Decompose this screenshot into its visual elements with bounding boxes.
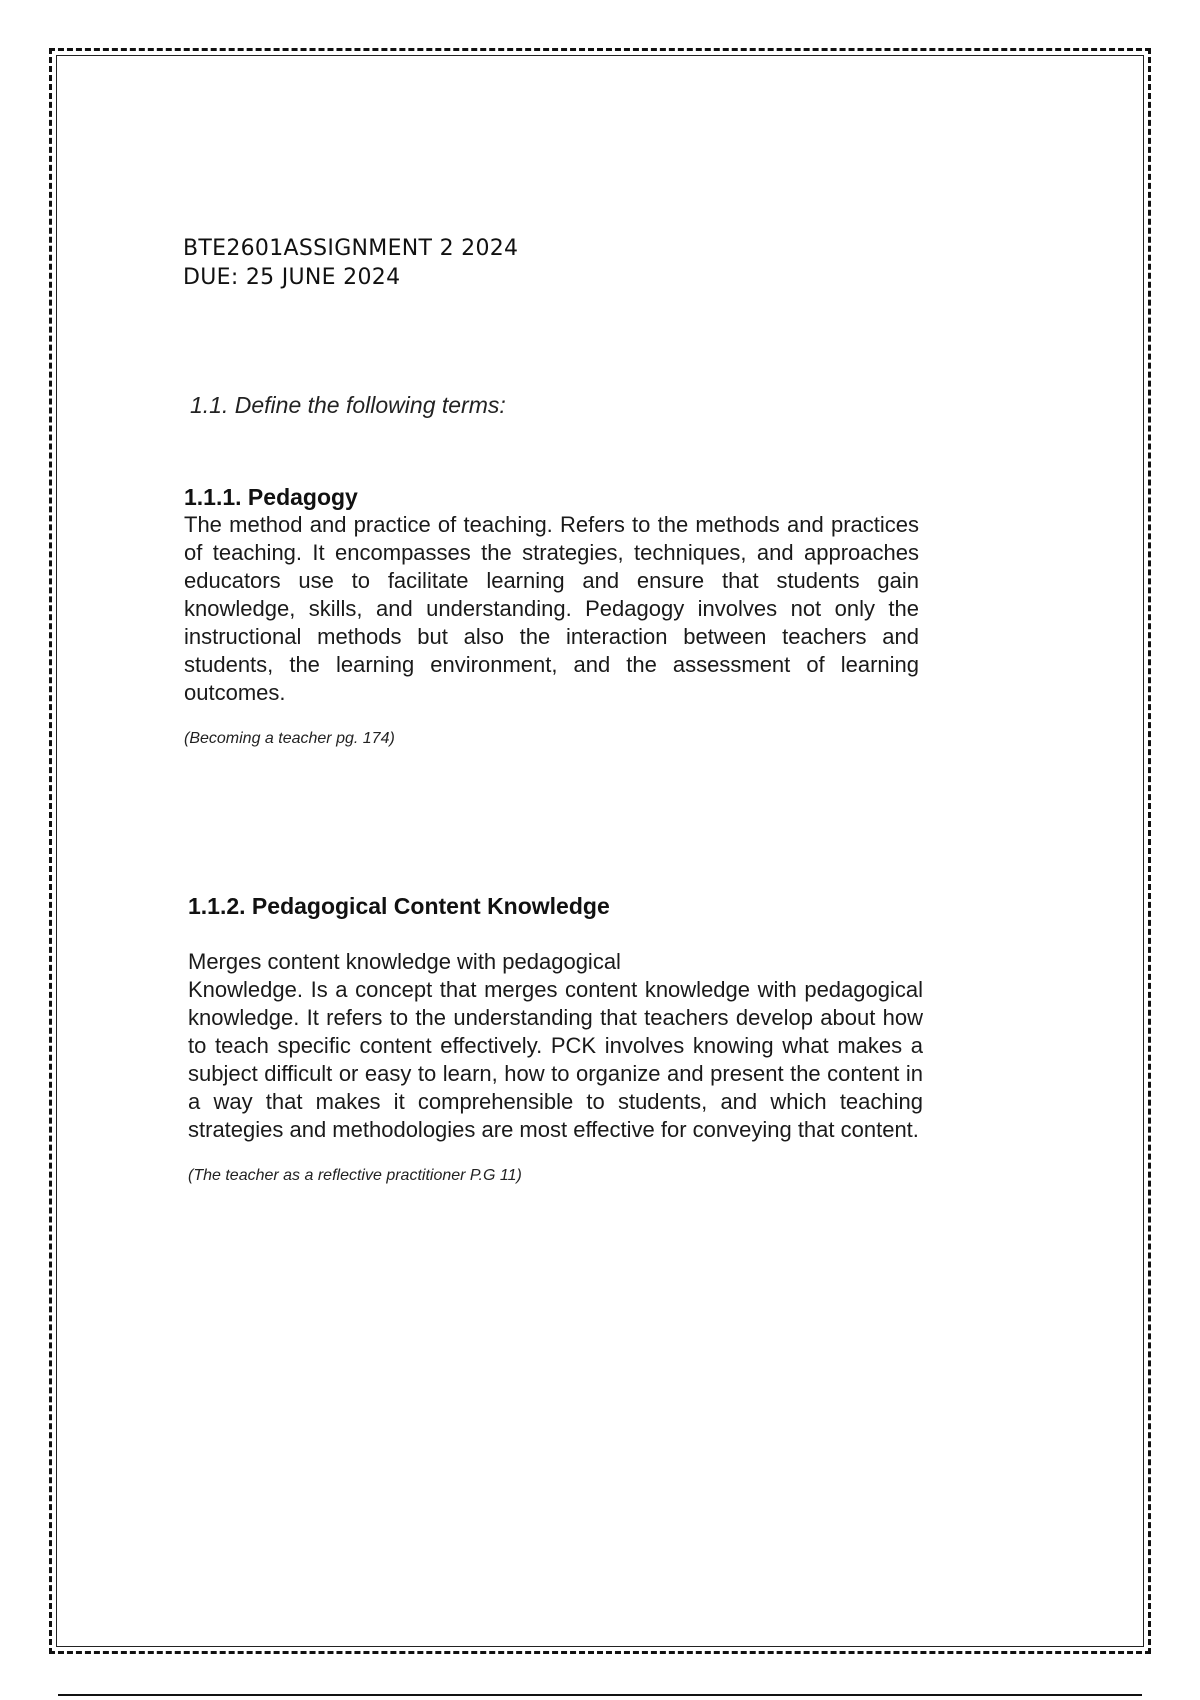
question-instruction: 1.1. Define the following terms: [190,392,506,418]
course-title: BTE2601ASSIGNMENT 2 2024 [183,236,519,261]
definition-text: The method and practice of teaching. Refers to the methods and practices of teaching. It encompasses the strategies, techniques, and approaches educators use to facilitate learning and ensure that students gain knowledge, skills, and understanding. Pedagogy involves not only the instructional methods but also the interaction between teachers and students, the learning environment, and the assessment of learning outcomes. [184,512,919,705]
assignment-header [183,234,518,292]
footer-rule [58,1694,1142,1696]
lead-text: Merges content knowledge with pedagogical [188,949,621,974]
definition-pck [188,892,923,1186]
section-heading: 1.1.2. Pedagogical Content Knowledge [188,893,610,919]
section-heading: 1.1.1. Pedagogy [184,484,358,510]
due-date: DUE: 25 JUNE 2024 [183,265,401,290]
definition-text: Knowledge. Is a concept that merges content knowledge with pedagogical knowledge. It refers to the understanding that teachers develop about how to teach specific content effectively. PCK involves knowing what makes a subject difficult or easy to learn, how to organize and present the content in a way that makes it comprehensible to students, and which teaching strategies and methodologies are most effective for conveying that content. [188,977,923,1142]
page-border-inner [56,55,1144,1647]
definition-pedagogy [184,483,919,749]
citation: (The teacher as a reflective practitioner P.G 11) [188,1167,522,1184]
citation: (Becoming a teacher pg. 174) [184,730,395,747]
